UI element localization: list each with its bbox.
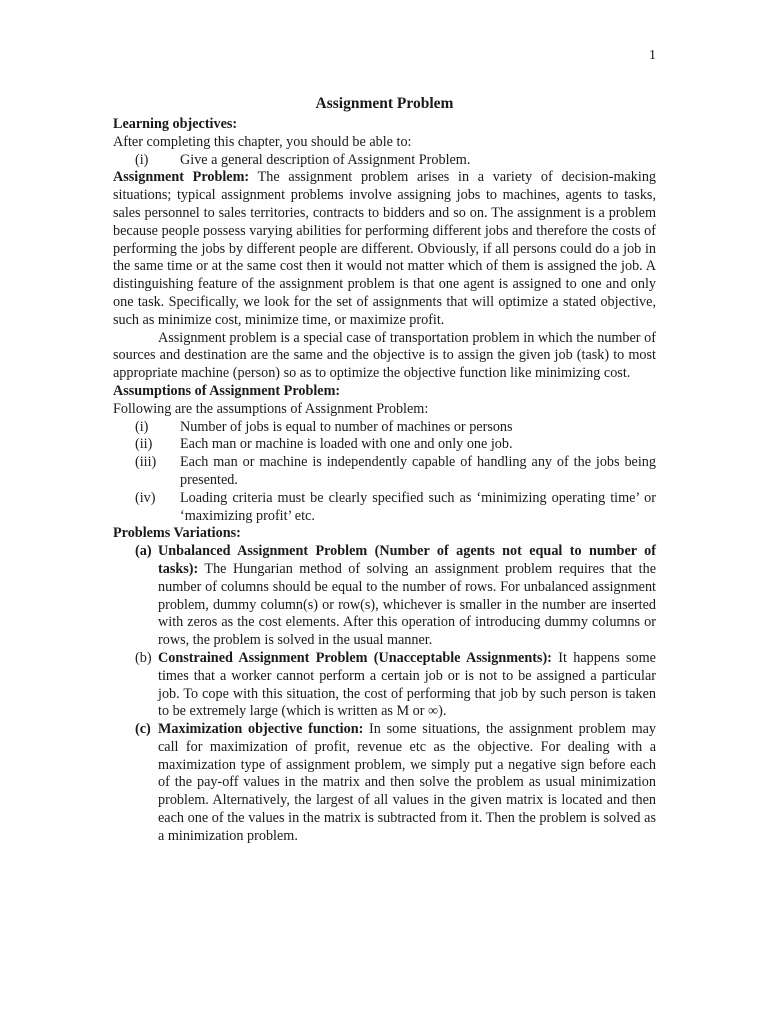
- variation-text: In some situations, the assignment problem may call for maximization of profit, revenue etc as the objective. For dealing with a maximization type of assignment problem, we simply put a negative sign before each of the pay-off values in the matrix and then solve the problem as usual minimization problem. Alternatively, the largest of all values in the given matrix is located and then each one of the values in the matrix is subtracted from it. Then the problem is solved as a minimization problem.: [158, 721, 657, 844]
- list-item-text: Each man or machine is loaded with one and only one job.: [180, 436, 513, 453]
- variations-heading: Problems Variations:: [113, 525, 241, 542]
- list-item: [113, 454, 656, 490]
- list-marker: (ii): [135, 436, 153, 453]
- variation-label: Maximization objective function:: [158, 721, 364, 738]
- list-item-text: Each man or machine is independently capable of handling any of the jobs being presented.: [180, 454, 656, 488]
- variation-label: Constrained Assignment Problem (Unacceptable Assignments):: [158, 649, 552, 666]
- document-body: [113, 94, 656, 846]
- list-item: [113, 721, 656, 846]
- special-case-paragraph: Assignment problem is a special case of transportation problem in which the number of sources and destination are the same and the objective is to assign the given job (task) to most appropriate machine (person) so as to optimize the objective function like minimizing cost.: [113, 329, 656, 382]
- list-item: [113, 436, 656, 454]
- list-marker: (b): [135, 649, 152, 666]
- list-marker: (iii): [135, 454, 157, 471]
- variations-list: [113, 543, 656, 846]
- list-marker: (c): [135, 721, 151, 738]
- learning-objectives-intro: After completing this chapter, you should be able to:: [113, 133, 412, 150]
- list-item-text: Give a general description of Assignment Problem.: [180, 151, 471, 168]
- assumptions-heading: Assumptions of Assignment Problem:: [113, 382, 341, 399]
- page-title: Assignment Problem: [315, 95, 454, 112]
- list-item: [113, 543, 656, 650]
- variation-text: It happens some times that a worker cannot perform a certain job or is not to be assigned a particular job. To cope with this situation, the cost of performing that job by such person is taken to be extremely large (which is written as M or ∞).: [158, 649, 656, 720]
- variation-text: The Hungarian method of solving an assignment problem requires that the number of columns should be equal to the number of rows. For unbalanced assignment problem, dummy column(s) or row(s), whichever is smaller in the number are inserted with zeros as the cost elements. After this operation of introducing dummy columns or rows, the problem is solved in the usual manner.: [158, 560, 656, 649]
- definition-label: Assignment Problem:: [113, 169, 250, 186]
- page-number: 1: [649, 48, 656, 63]
- list-item-text: Number of jobs is equal to number of machines or persons: [180, 418, 513, 435]
- learning-objectives-heading: Learning objectives:: [113, 116, 238, 132]
- list-marker: (i): [135, 418, 149, 435]
- list-item: [113, 152, 656, 170]
- list-item: [113, 419, 656, 437]
- list-marker: (a): [135, 543, 152, 560]
- list-marker: (iv): [135, 489, 156, 506]
- list-marker: (i): [135, 151, 149, 168]
- variation-label: Unbalanced Assignment Problem (Number of agents not equal to number of tasks):: [158, 543, 656, 577]
- definition-paragraph: [113, 169, 656, 329]
- learning-objectives-list: [113, 152, 656, 170]
- list-item-text: Loading criteria must be clearly specified such as ‘minimizing operating time’ or ‘maximizing profit’ etc.: [180, 489, 656, 524]
- assumptions-intro: Following are the assumptions of Assignment Problem:: [113, 400, 429, 417]
- assumptions-list: [113, 419, 656, 526]
- list-item: [113, 650, 656, 721]
- definition-text: The assignment problem arises in a variety of decision-making situations; typical assignment problems involve assigning jobs to machines, agents to tasks, sales personnel to sales territories, contracts to bidders and so on. The assignment is a problem because people possess varying abilities for performing different jobs and therefore the costs of performing the jobs by different people are different. Obviously, if all persons could do a job in the same time or at the same cost then it would not matter which of them is assigned the job. A distinguishing feature of the assignment problem is that one agent is assigned to one and only one task. Specifically, we look for the set of assignments that will optimize a stated objective, such as minimize cost, minimize time, or maximize profit.: [113, 169, 657, 328]
- list-item: [113, 490, 656, 526]
